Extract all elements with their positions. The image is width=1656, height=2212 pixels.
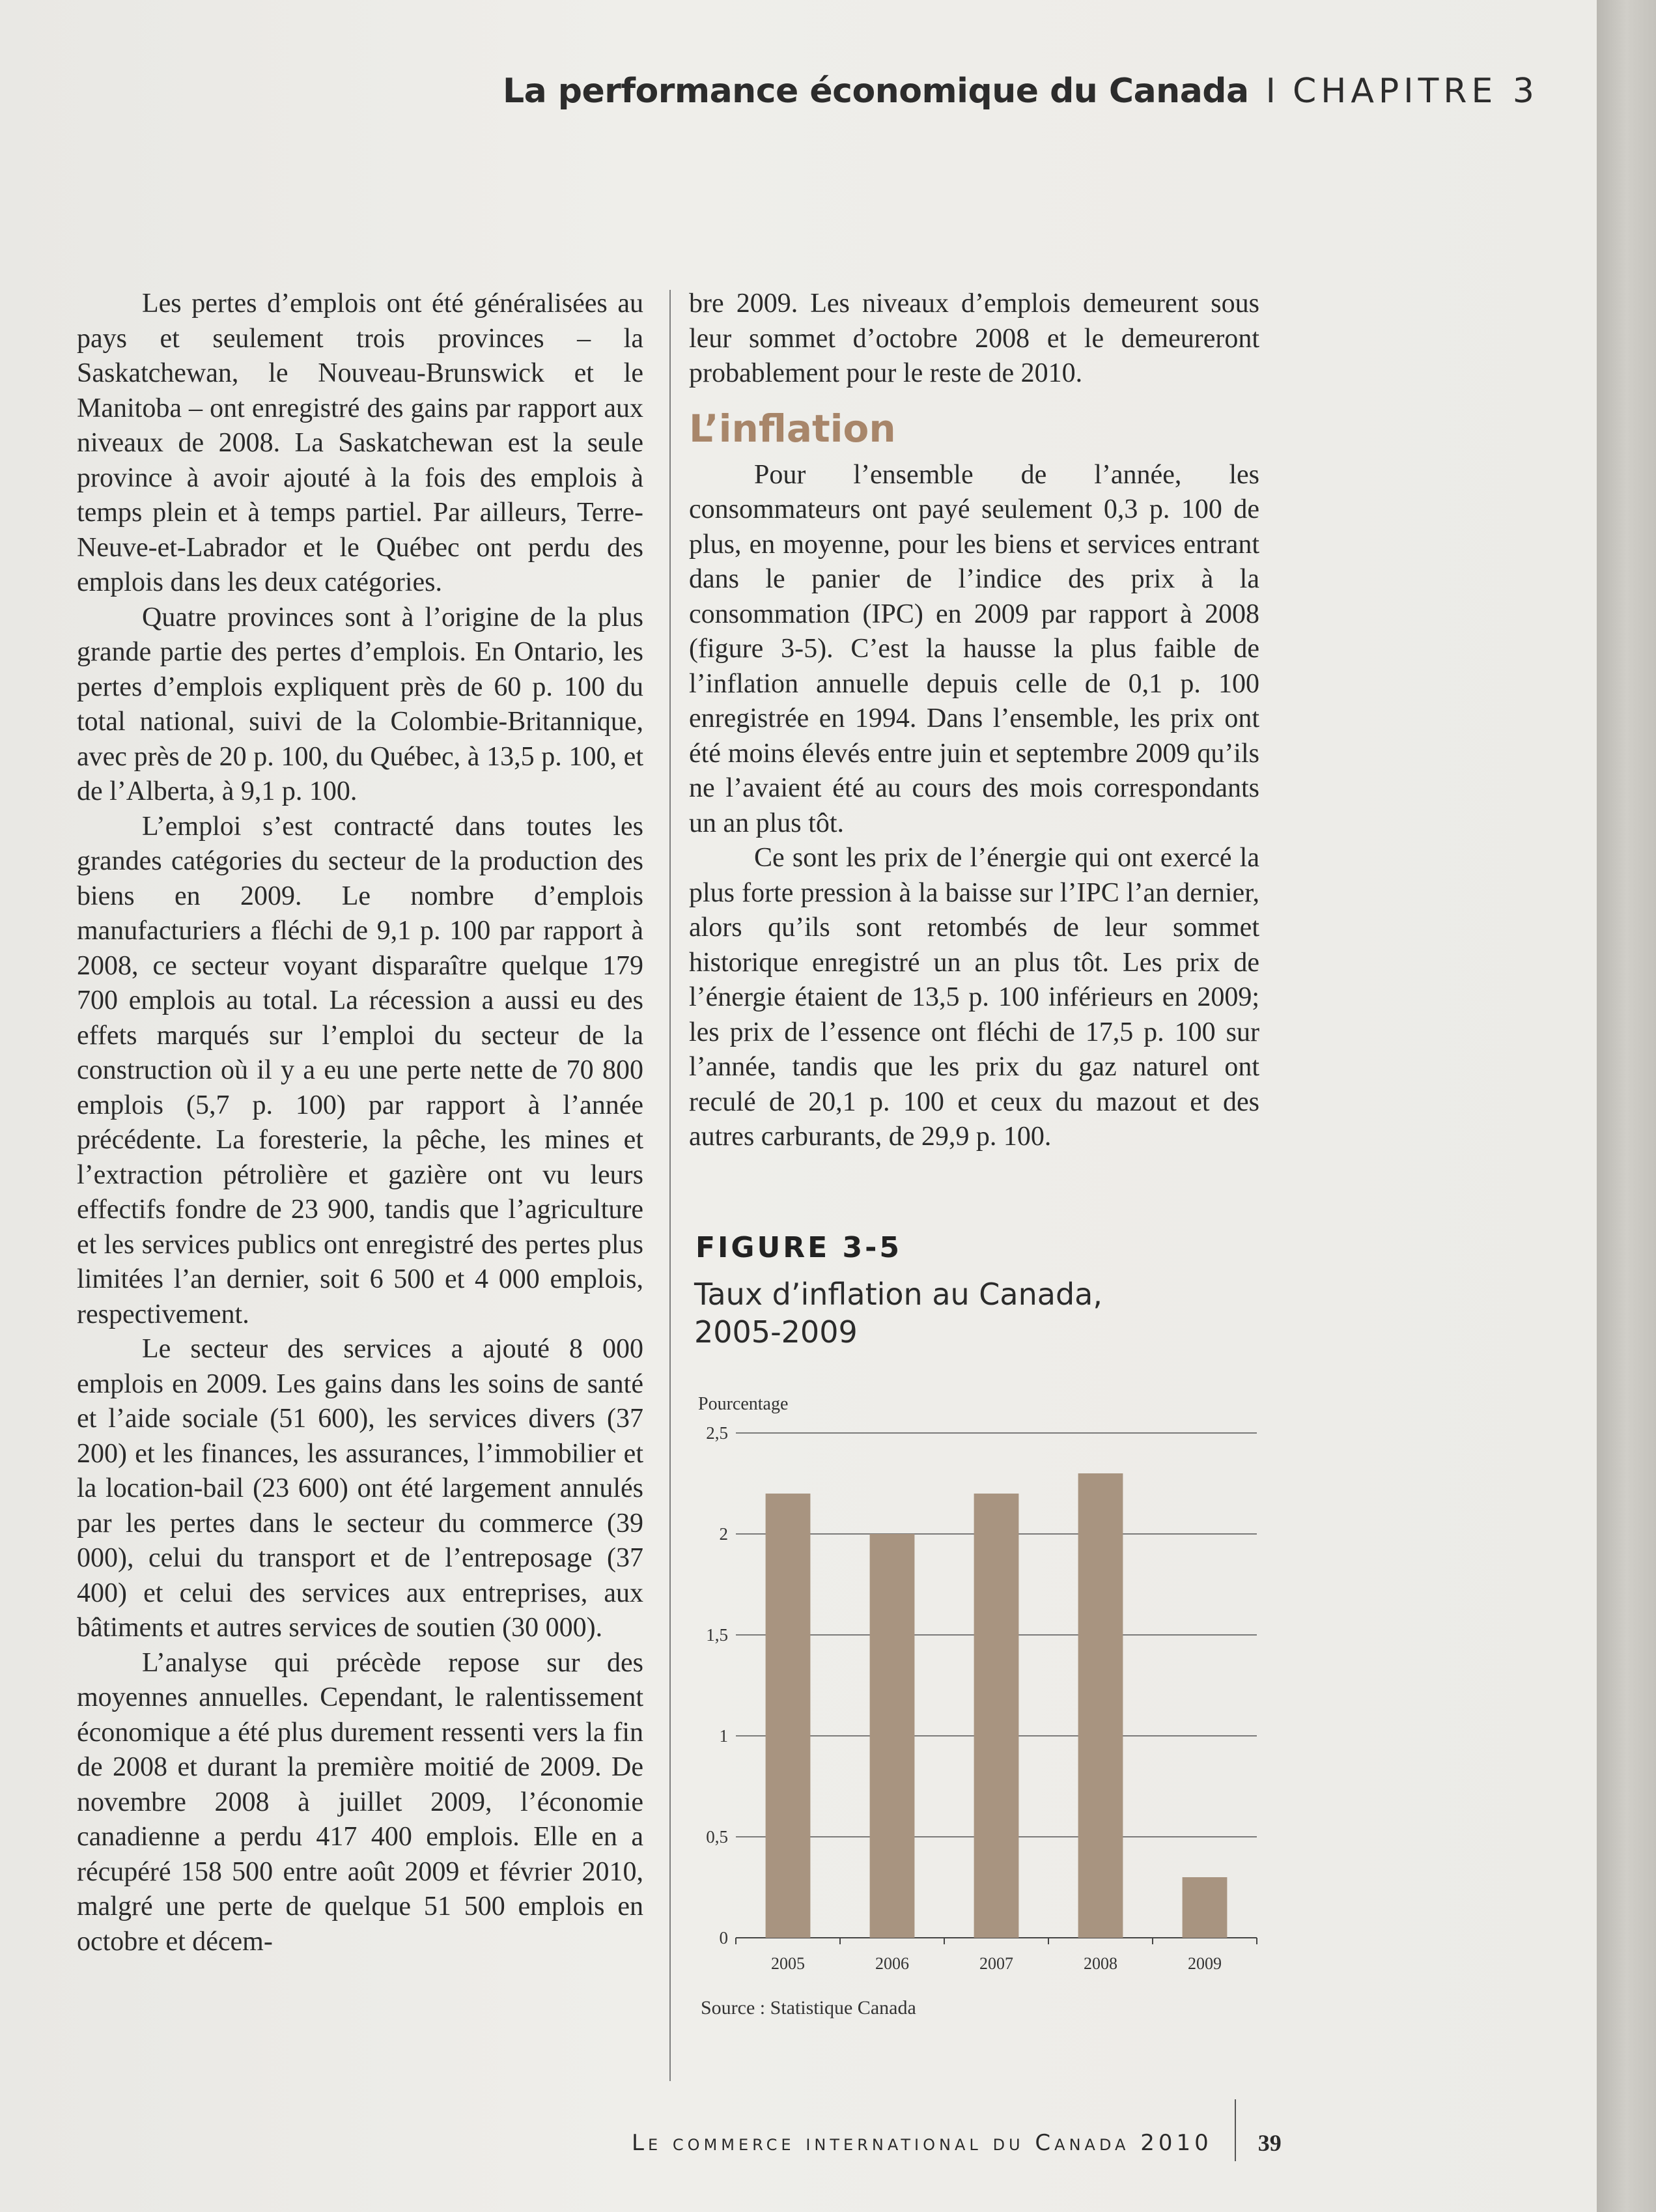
y-axis-label: Pourcentage [698, 1394, 789, 1414]
figure-title-line: Taux d’inflation au Canada, [694, 1277, 1102, 1312]
paragraph: L’emploi s’est contracté dans toutes les grandes catégories du secteur de la production des biens en 2009. Le nombre d’emplois manufacturiers a fléchi de 9,1 p. 100 par rapport à 2008, ce secteur voyant disparaître quelque 179 700 emplois au total. La récession a aussi eu des effets marqués sur l’emploi du secteur de la construction où il y a eu une perte nette de 70 800 emplois (5,7 p. 100) par rapport à l’année précédente. La foresterie, la pêche, les mines et l’extraction pétrolière et gazière ont vu leurs effectifs fondre de 23 900, tandis que l’agriculture et les services publics ont enregistré des pertes plus limitées l’an dernier, soit 6 500 et 4 000 emplois, respectivement. [77, 811, 643, 1329]
header-title: La performance économique du Canada [502, 72, 1249, 111]
section-heading-inflation: L’inflation [689, 406, 896, 451]
paragraph: Le secteur des services a ajouté 8 000 emplois en 2009. Les gains dans les soins de santé et l’aide sociale (51 600), les services divers (37 200) et les finances, les assurances, l’immobilier et la location-bail (23 600) ont été largement annulés par les pertes dans le secteur du commerce (39 000), celui du transport et de l’entreposage (37 400) et celui des services aux entreprises, aux bâtiments et autres services de soutien (30 000). [77, 1334, 643, 1643]
left-column [77, 287, 643, 1959]
paragraph: L’analyse qui précède repose sur des moyennes annuelles. Cependant, le ralentissement économique a été plus durement ressenti vers la fin de 2008 et durant la première moitié de 2009. De novembre 2008 à juillet 2009, l’économie canadienne a perdu 417 400 emplois. Elle en a récupéré 158 500 entre août 2009 et février 2010, malgré une perte de quelque 51 500 emplois en octobre et décem- [77, 1647, 643, 1957]
header-chapter: CHAPITRE 3 [1292, 72, 1539, 111]
running-header [503, 65, 1539, 117]
paragraph-continuation: bre 2009. Les niveaux d’emplois demeurent sous leur sommet d’octobre 2008 et le demeureront probablement pour le reste de 2010. [689, 289, 1259, 388]
bar [870, 1534, 915, 1938]
bar [974, 1494, 1019, 1938]
x-tick-label: 2009 [1188, 1954, 1222, 1973]
paragraph: Quatre provinces sont à l’origine de la plus grande partie des pertes d’emplois. En Ontario, les pertes d’emplois expliquent près de 60 p. 100 du total national, suivi de la Colombie-Britannique, avec près de 20 p. 100, du Québec, à 13,5 p. 100, et de l’Alberta, à 9,1 p. 100. [77, 602, 643, 806]
x-tick-label: 2005 [771, 1954, 805, 1973]
header-separator: I [1265, 72, 1276, 111]
y-tick-label: 2 [719, 1524, 728, 1544]
bar [1078, 1473, 1123, 1938]
x-tick-label: 2007 [979, 1954, 1013, 1973]
page-footer [632, 2120, 1282, 2166]
column-divider [669, 290, 671, 2081]
figure-title-line: 2005-2009 [694, 1314, 858, 1350]
bar [1183, 1877, 1228, 1938]
y-tick-label: 0,5 [706, 1827, 728, 1847]
y-tick-label: 1 [719, 1726, 728, 1746]
figure-title [694, 1275, 1189, 1351]
bar [766, 1494, 811, 1938]
footer-title: Le commerce international du Canada 2010 [632, 2130, 1213, 2156]
page-number: 39 [1257, 2130, 1282, 2156]
footer-separator [1235, 2099, 1236, 2161]
paragraph: Ce sont les prix de l’énergie qui ont exercé la plus forte pression à la baisse sur l’IPC l’an dernier, alors qu’ils sont retombés de leur sommet historique enregistré un an plus tôt. Les prix de l’énergie étaient de 13,5 p. 100 inférieurs en 2009; les prix de l’essence ont fléchi de 17,5 p. 100 sur l’année, tandis que les prix du gaz naturel ont reculé de 20,1 p. 100 et ceux du mazout et des autres carburants, de 29,9 p. 100. [689, 843, 1259, 1152]
y-tick-label: 0 [719, 1928, 728, 1948]
paragraph: Pour l’ensemble de l’année, les consommateurs ont payé seulement 0,3 p. 100 de plus, en moyenne, pour les biens et services entrant dans le panier de l’indice des prix à la consommation (IPC) en 2009 par rapport à 2008 (figure 3-5). C’est la hausse la plus faible de l’inflation annuelle depuis celle de 0,1 p. 100 enregistrée en 1994. Dans l’ensemble, les prix ont été moins élevés entre juin et septembre 2009 qu’ils ne l’avaient été au cours des mois correspondants un an plus tôt. [689, 459, 1259, 838]
figure-source: Source : Statistique Canada [701, 1997, 916, 2019]
paragraph: Les pertes d’emplois ont été généralisées au pays et seulement trois provinces – la Saskatchewan, le Nouveau-Brunswick et le Manitoba – ont enregistré des gains par rapport aux niveaux de 2008. La Saskatchewan est la seule province à avoir ajouté à la fois des emplois à temps plein et à temps partiel. Par ailleurs, Terre-Neuve-et-Labrador et le Québec ont perdu des emplois dans les deux catégories. [77, 289, 643, 597]
figure-label: FIGURE 3-5 [695, 1231, 903, 1264]
right-column [689, 287, 1259, 1155]
y-tick-label: 2,5 [706, 1423, 728, 1443]
y-tick-label: 1,5 [706, 1625, 728, 1645]
book-spine-shadow [1597, 0, 1656, 2212]
inflation-bar-chart [690, 1387, 1276, 2006]
x-tick-label: 2006 [875, 1954, 909, 1973]
x-tick-label: 2008 [1084, 1954, 1117, 1973]
